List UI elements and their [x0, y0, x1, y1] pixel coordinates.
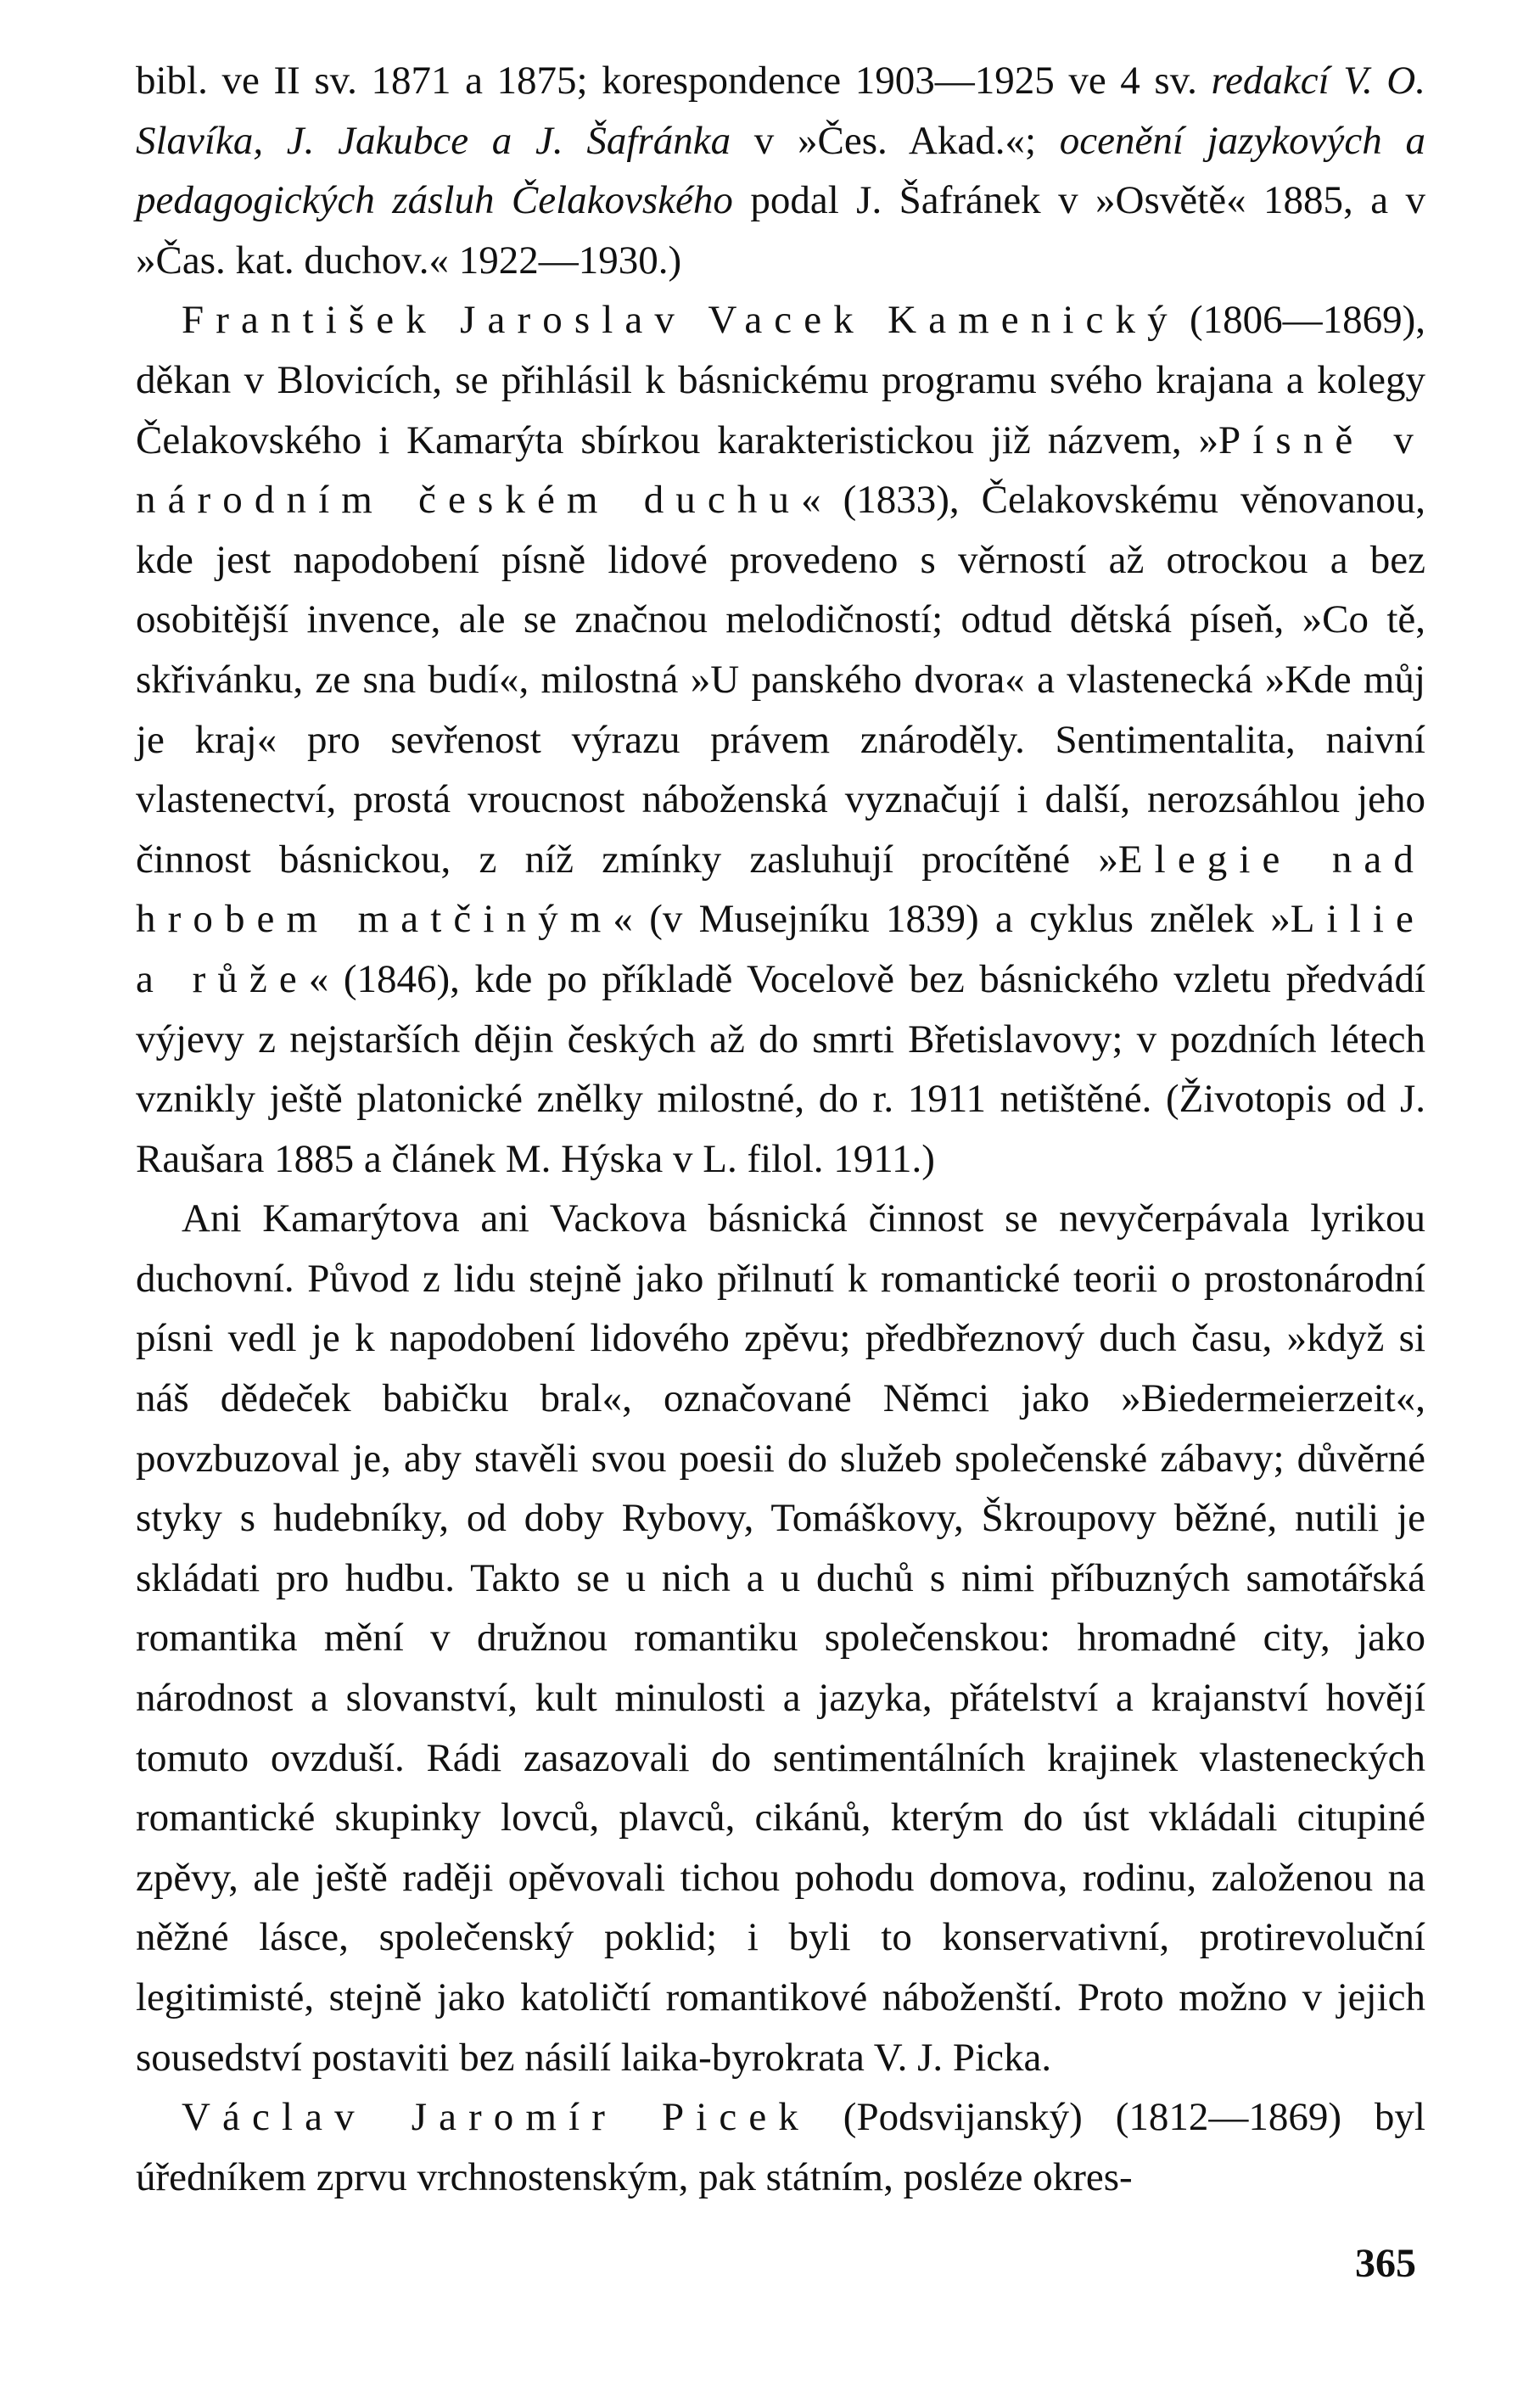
text-run: Ani Kamarýtova ani Vackova básnická činnost se nevyčerpávala lyrikou duchovní. Původ z lidu stejně jako přilnutí k romantické teorii o prostonárodní písni vedl je k napodobení lidového zpěvu; předbřeznový duch času, »když si náš dědeček babičku bral«, označované Němci jako »Biedermeierzeit«, povzbuzoval je, aby stavěli svou poesii do služeb společenské zábavy; důvěrné styky s hudebníky, od doby Rybovy, Tomáškovy, Škroupovy běžné, nutili je skládati pro hudbu. Takto se u nich a u duchů s nimi příbuzných samotářská romantika mění v družnou romantiku společenskou: hromadné city, jako národnost a slovanství, kult minulosti a jazyka, přátelství a krajanství hovějí tomuto ovzduší. Rádi zasazovali do sentimentálních krajinek vlasteneckých romantické skupinky lovců, plavců, cikánů, kterým do úst vkládali citupiné zpěvy, ale ještě raději opěvovali tichou pohodu domova, rodinu, založenou na něžné lásce, společenský poklid; i byli to konservativní, protirevoluční legitimisté, stejně jako katoličtí romantikové náboženští. Proto možno v jejich sousedství postaviti bez násilí laika-byrokrata V. J. Picka. [136, 1196, 1425, 2080]
text-run: v »Čes. Akad.«; [731, 118, 1060, 163]
text-run: redakcí V. O. Slavíka, J. Jakubce a J. Šafránka [136, 59, 1426, 163]
paragraph [136, 51, 1425, 290]
text-run: « (1846), kde po příkladě Vocelově bez básnického vzletu předvádí výjevy z nejstarších dějin českých až do smrti Břetislavovy; v pozdních létech vznikly ještě platonické znělky milostné, do r. 1911 netištěné. (Životopis od J. Raušara 1885 a článek M. Hýska v L. filol. 1911.) [136, 956, 1425, 1181]
spaced-text: Lilie a růže [136, 897, 1425, 1001]
spaced-text: Elegie nad hrobem matčiným [136, 837, 1425, 942]
spaced-text: František Jaroslav Vacek Kamenický [182, 298, 1179, 343]
paragraph [136, 1189, 1425, 2087]
spaced-text: Písně v národním českém duchu [136, 417, 1425, 523]
page-body [136, 51, 1425, 2207]
text-run: (Podsvijanský) (1812—1869) byl úředníkem zprvu vrchnostenským, pak státním, posléze okres- [136, 2095, 1425, 2199]
paragraph [136, 290, 1425, 1189]
spaced-text: Václav Jaromír Picek [182, 2095, 810, 2140]
text-run: « (1833), Čelakovskému věnovanou, kde jest napodobení písně lidové provedeno s věrností až otrockou a bez osobitější invence, ale se značnou melodičností; odtud dětská píseň, »Co tě, skřivánku, ze sna budí«, milostná »U panského dvora« a vlastenecká »Kde můj je kraj« pro sevřenost výrazu právem znároděly. Sentimentalita, naivní vlastenectví, prostá vroucnost náboženská vyznačují i další, nerozsáhlou jeho činnost básnickou, z níž zmínky zasluhují procítěné » [136, 478, 1425, 882]
page-number: 365 [1355, 2241, 1416, 2286]
text-run: (1806—1869), děkan v Blovicích, se přihlásil k básnickému programu svého krajana a kolegy Čelakovského i Kamarýta sbírkou karakteristickou již názvem, » [136, 298, 1425, 462]
text-run: ocenění jazykových a pedagogických zásluh Čelakovského [136, 118, 1425, 223]
paragraph [136, 2087, 1425, 2207]
text-run: « (v Musejníku 1839) a cyklus znělek » [613, 897, 1291, 942]
text-run: podal J. Šafránek v »Osvětě« 1885, a v »Čas. kat. duchov.« 1922—1930.) [136, 178, 1425, 283]
text-run: bibl. ve II sv. 1871 a 1875; korespondence 1903—1925 ve 4 sv. [136, 59, 1212, 103]
